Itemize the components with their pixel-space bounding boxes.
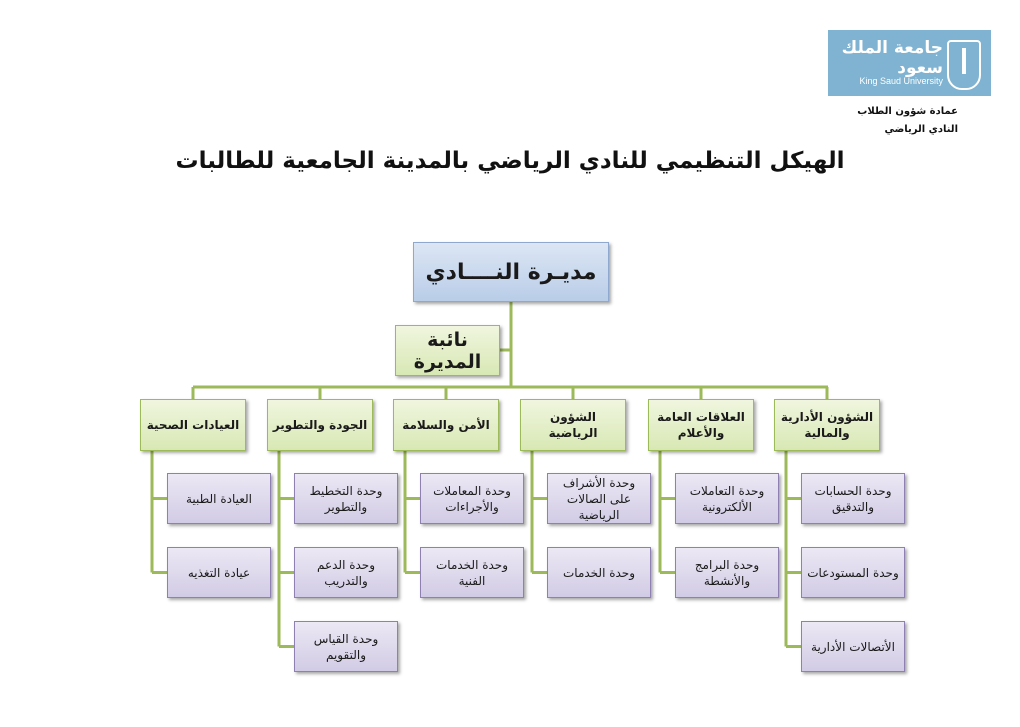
dept-line-2: النادي الرياضي xyxy=(884,124,958,135)
page-title: الهيكل التنظيمي للنادي الرياضي بالمدينة الجامعية للطالبات xyxy=(175,148,845,174)
dept-line-1: عمادة شؤون الطلاب xyxy=(857,106,958,117)
department-box: الشؤون الأدارية والمالية xyxy=(774,399,880,451)
unit-box: العيادة الطبية xyxy=(167,473,271,524)
unit-box: عيادة التغذيه xyxy=(167,547,271,598)
department-box: الأمن والسلامة xyxy=(393,399,499,451)
unit-box: وحدة البرامج والأنشطة xyxy=(675,547,779,598)
club-director-box: مديـرة النــــادي xyxy=(413,242,609,302)
department-box: العيادات الصحية xyxy=(140,399,246,451)
unit-box: وحدة المستودعات xyxy=(801,547,905,598)
unit-box: وحدة المعاملات والأجراءات xyxy=(420,473,524,524)
unit-box: وحدة الحسابات والتدقيق xyxy=(801,473,905,524)
department-box: العلاقات العامة والأعلام xyxy=(648,399,754,451)
unit-box: وحدة التخطيط والتطوير xyxy=(294,473,398,524)
unit-box: وحدة القياس والتقويم xyxy=(294,621,398,672)
unit-box: وحدة الدعم والتدريب xyxy=(294,547,398,598)
deputy-director-box: نائبة المديرة xyxy=(395,325,500,376)
logo-arabic-text: جامعة الملك سعود xyxy=(841,38,943,78)
unit-box: الأتصالات الأدارية xyxy=(801,621,905,672)
department-box: الجودة والتطوير xyxy=(267,399,373,451)
unit-box: وحدة التعاملات الألكترونية xyxy=(675,473,779,524)
unit-box: وحدة الأشراف على الصالات الرياضية xyxy=(547,473,651,524)
unit-box: وحدة الخدمات xyxy=(547,547,651,598)
logo-english-text: King Saud University xyxy=(859,76,943,86)
department-box: الشؤون الرياضية xyxy=(520,399,626,451)
unit-box: وحدة الخدمات الفنية xyxy=(420,547,524,598)
